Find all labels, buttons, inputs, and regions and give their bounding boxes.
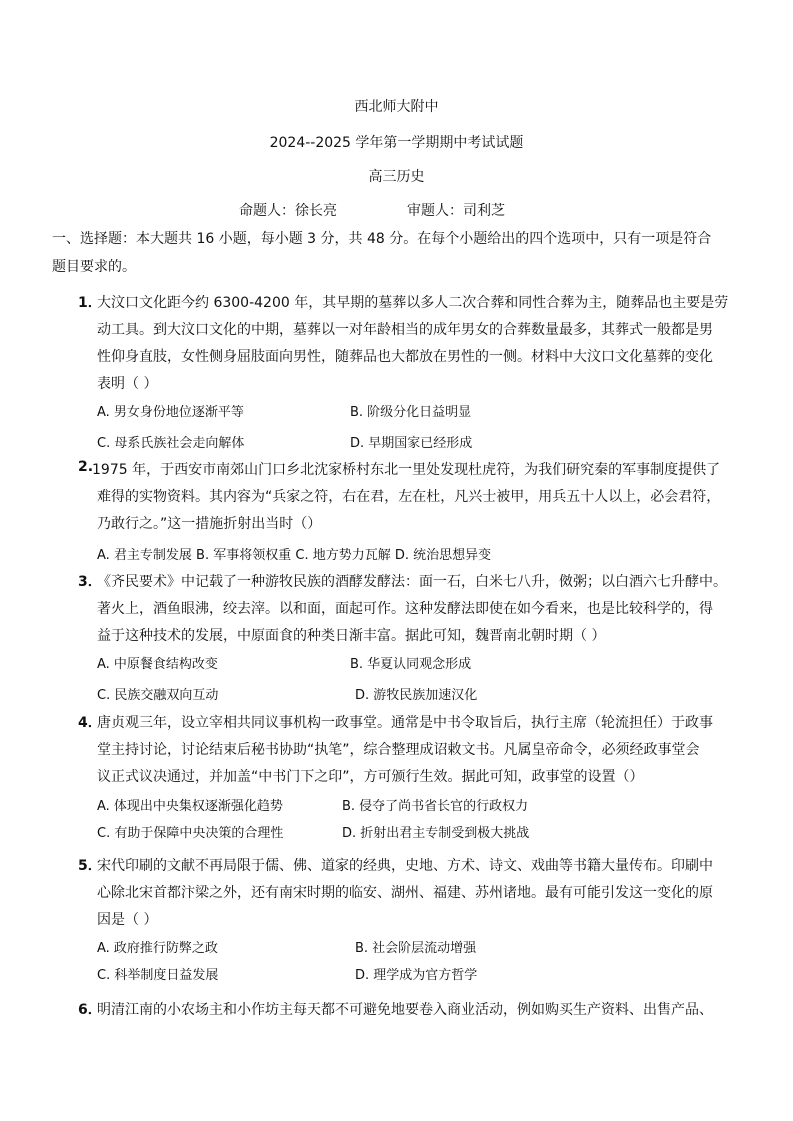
question-number: 6．: [78, 1002, 102, 1018]
question-4-option-a: A. 体现出中央集权逐渐强化趋势: [97, 799, 283, 814]
question-4-option-d: D. 折射出君主专制受到极大挑战: [342, 826, 530, 841]
question-3-line-1: 《齐民要术》中记载了一种游牧民族的酒酵发酵法：面一石，白米七八升，傚粥；以白酒六七升酵中。: [97, 574, 727, 590]
question-2-line-2: 难得的实物资料。其内容为“兵家之符，右在君，左在杜，凡兴士被甲，用兵五十人以上，必会君符，: [97, 489, 721, 505]
question-5-line-1: 宋代印刷的文献不再局限于儒、佛、道家的经典，史地、方术、诗文、戏曲等书籍大量传布。印刷中: [97, 858, 713, 874]
question-number: 1．: [78, 295, 102, 311]
question-2-line-3: 乃敢行之。”这一措施折射出当时（）: [97, 516, 322, 532]
question-number: 5．: [78, 858, 102, 874]
exam-title: 2024--2025 学年第一学期期中考试试题: [269, 135, 524, 151]
question-number: 3．: [78, 574, 102, 590]
question-4-line-1: 唐贞观三年，设立宰相共同议事机构一政事堂。通常是中书令取旨后，执行主席（轮流担任）于政事: [97, 715, 713, 731]
question-number: 4．: [78, 715, 102, 731]
question-4-line-2: 堂主持讨论，讨论结束后秘书协助“执笔”，综合整理成诏敕文书。凡属皇帝命令，必须经政事堂会: [97, 742, 700, 758]
question-1-option-b: B. 阶级分化日益明显: [350, 405, 472, 420]
question-author: 命题人：徐长亮: [239, 203, 337, 219]
question-5-option-a: A. 政府推行防弊之政: [97, 941, 218, 956]
question-3-option-a: A. 中原餐食结构改变: [97, 657, 218, 672]
question-6-line-1: 明清江南的小农场主和小作坊主每天都不可避免地要卷入商业活动，例如购买生产资料、出售产品、: [97, 1002, 713, 1018]
question-5-line-2: 心除北宋首都汴梁之外，还有南宋时期的临安、湖州、福建、苏州诸地。最有可能引发这一变化的原: [97, 885, 713, 901]
section-instructions-line-2: 题目要求的。: [52, 259, 136, 275]
question-1-line-2: 动工具。到大汶口文化的中期，墓葬以一对年龄相当的成年男女的合葬数量最多，其葬式一般都是男: [97, 322, 713, 338]
question-4-option-c: C. 有助于保障中央决策的合理性: [97, 826, 284, 841]
school-name: 西北师大附中: [354, 99, 439, 115]
question-4-option-b: B. 侵夺了尚书省长官的行政权力: [342, 799, 529, 814]
question-3-line-3: 益于这种技术的发展，中原面食的种类日渐丰富。据此可知，魏晋南北朝时期（ ）: [97, 628, 606, 644]
question-3-option-d: D. 游牧民族加速汉化: [355, 688, 478, 703]
question-3-option-b: B. 华夏认同观念形成: [350, 657, 472, 672]
question-4-line-3: 议正式议决通过，并加盖“中书门下之印”，方可颁行生效。据此可知，政事堂的设置（）: [97, 769, 644, 785]
question-5-line-3: 因是（ ）: [97, 912, 158, 928]
subject-title: 高三历史: [368, 169, 425, 185]
question-3-line-2: 著火上，酒鱼眼沸，绞去滓。以和面，面起可作。这种发酵法即使在如今看来，也是比较科学的，得: [97, 601, 713, 617]
reviewer: 审题人：司利芝: [407, 203, 505, 219]
question-number: 2.: [78, 459, 94, 475]
question-1-option-d: D. 早期国家已经形成: [350, 436, 473, 451]
question-1-line-3: 性仰身直肢，女性侧身屈肢面向男性，随葬品也大都放在男性的一侧。材料中大汶口文化墓葬的变化: [97, 349, 713, 365]
question-1-line-1: 大汶口文化距今约 6300-4200 年，其早期的墓葬以多人二次合葬和同性合葬为主，随葬品也主要是劳: [97, 295, 729, 311]
question-2-options: A. 君主专制发展 B. 军事将领权重 C. 地方势力瓦解 D. 统治思想异变: [97, 548, 492, 563]
question-1-line-4: 表明（ ）: [97, 376, 158, 392]
question-1-option-c: C. 母系氏族社会走向解体: [97, 436, 245, 451]
question-3-option-c: C. 民族交融双向互动: [97, 688, 219, 703]
section-instructions-line-1: 一、选择题：本大题共 16 小题，每小题 3 分，共 48 分。在每个小题给出的四个选项中，只有一项是符合: [52, 231, 712, 247]
question-1-option-a: A. 男女身份地位逐渐平等: [97, 405, 244, 420]
question-5-option-d: D. 理学成为官方哲学: [355, 968, 478, 983]
question-2-line-1: 1975 年，于西安市南郊山门口乡北沈家桥村东北一里处发现杜虎符，为我们研究秦的军事制度提供了: [92, 462, 721, 478]
question-5-option-c: C. 科举制度日益发展: [97, 968, 219, 983]
question-5-option-b: B. 社会阶层流动增强: [355, 941, 477, 956]
